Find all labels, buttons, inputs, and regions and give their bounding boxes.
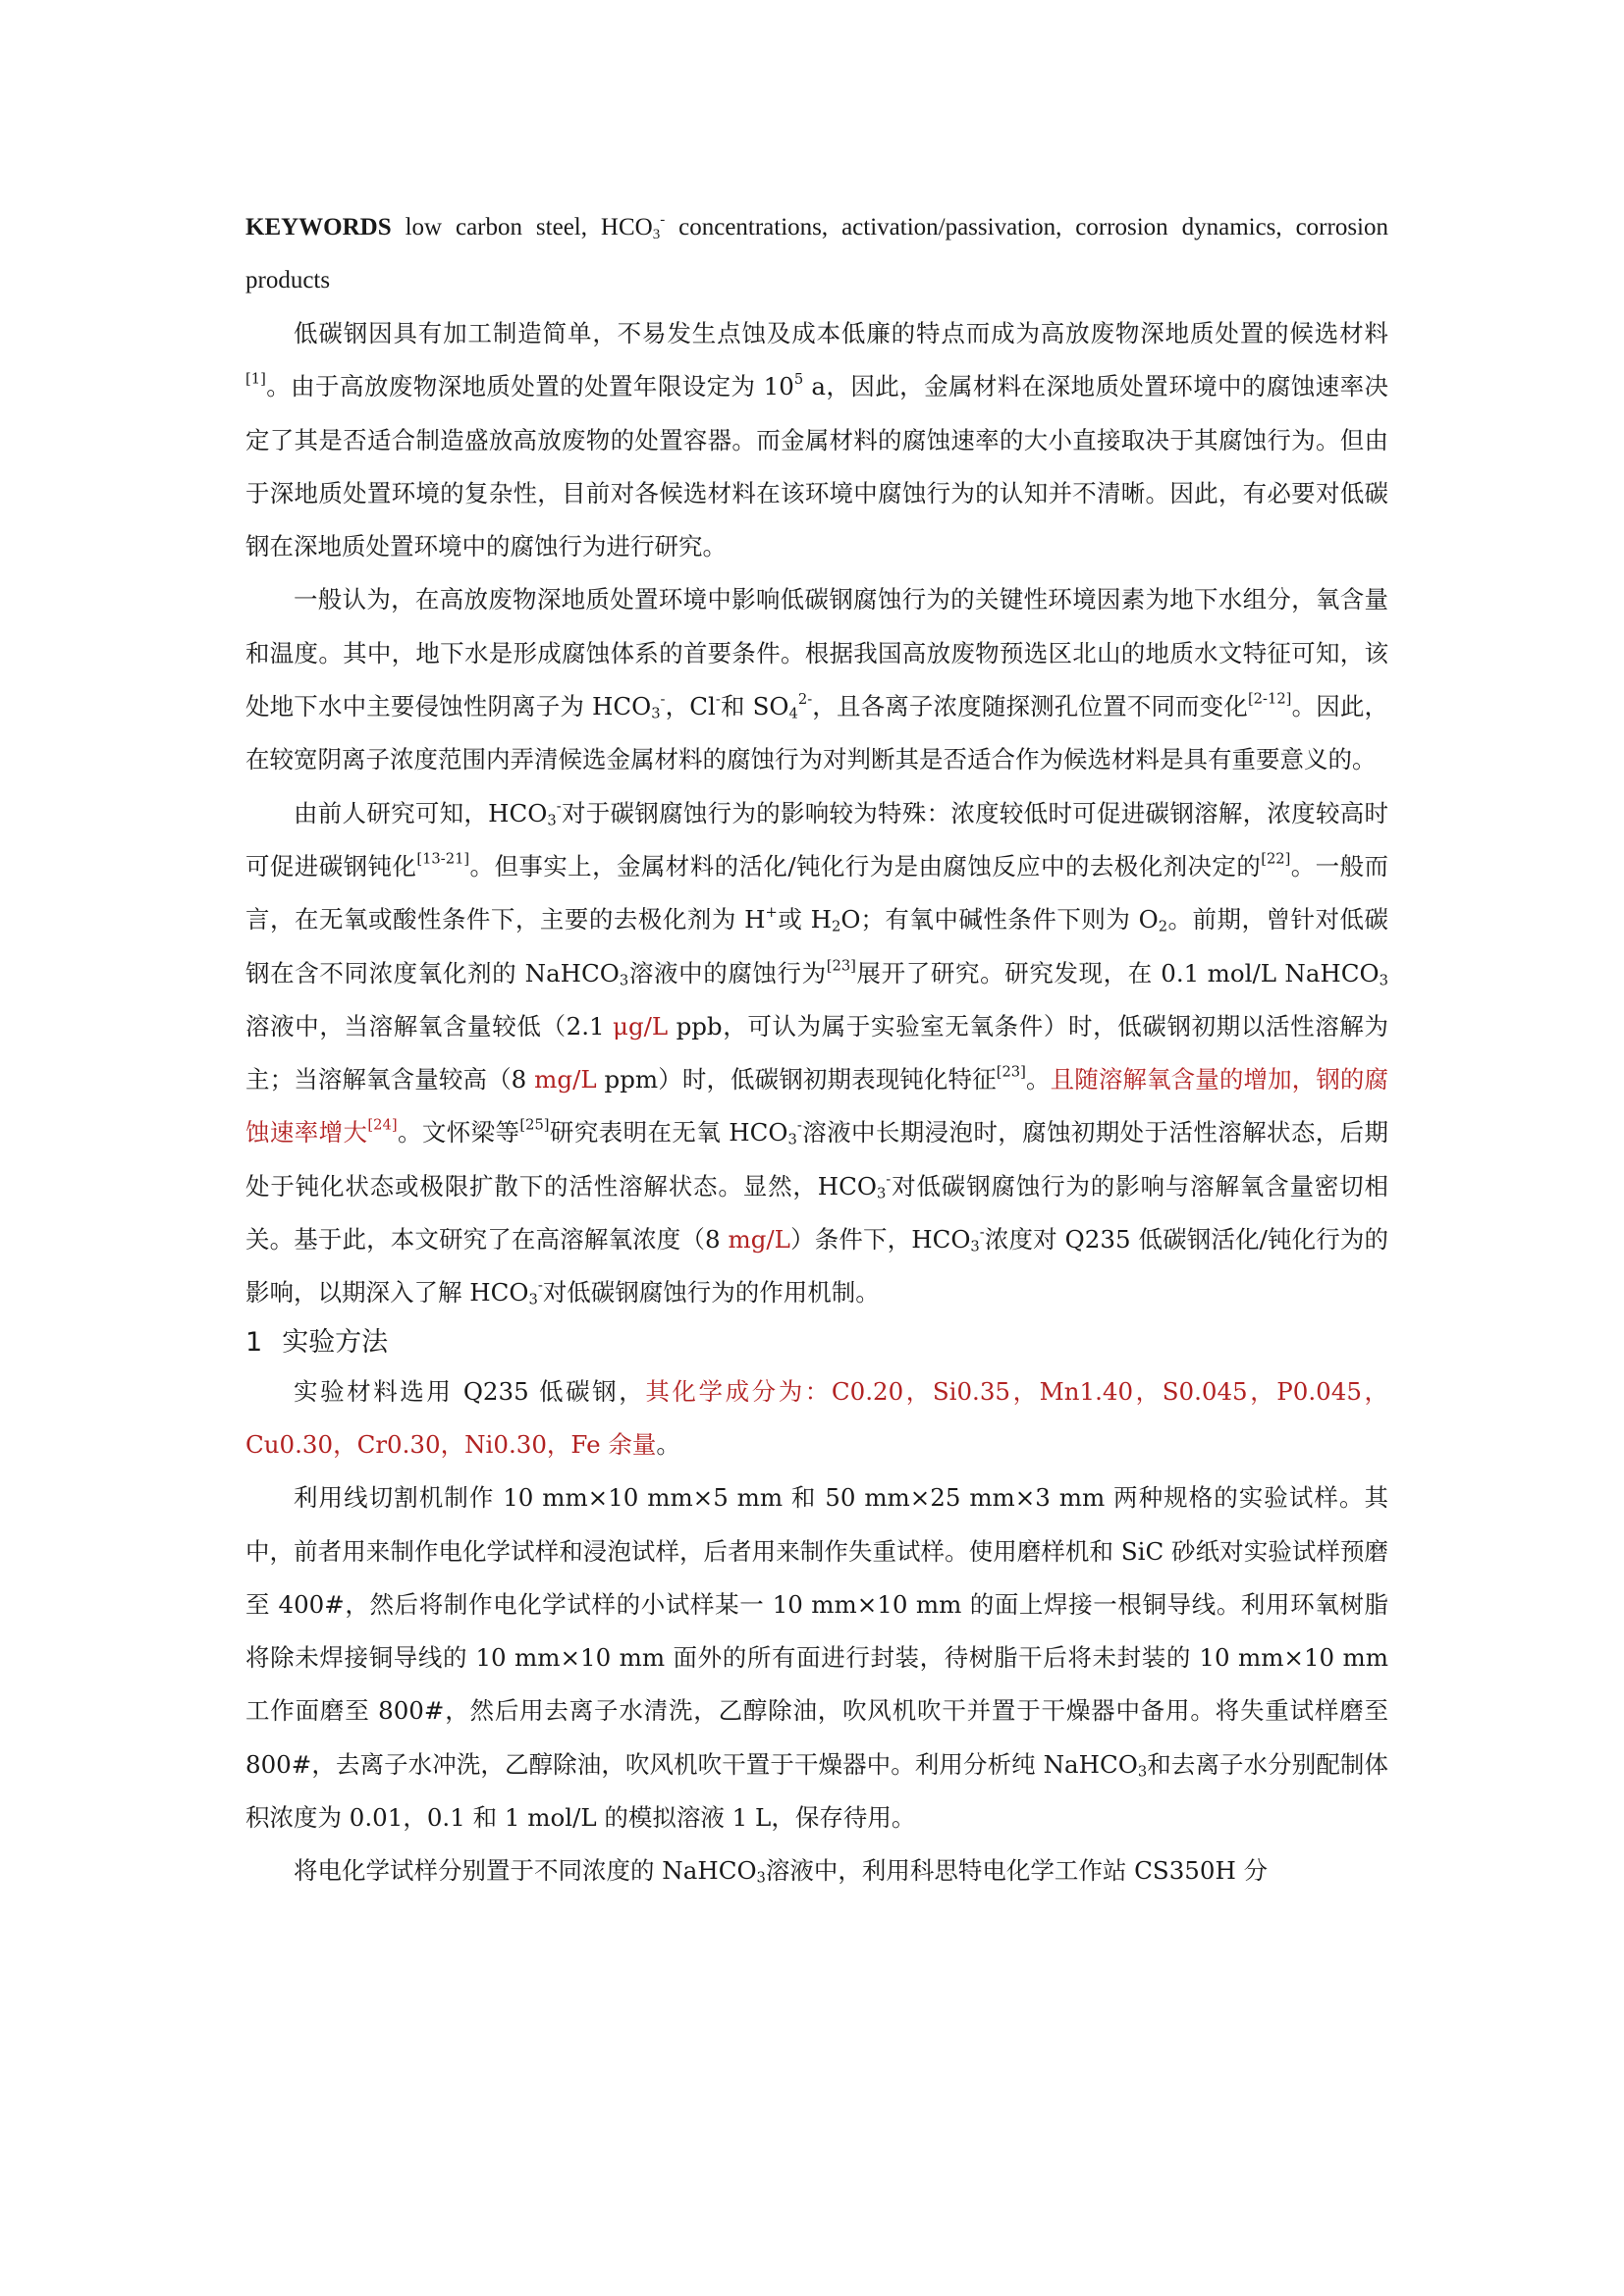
methods-paragraph-2: 利用线切割机制作 10 mm×10 mm×5 mm 和 50 mm×25 mm×3 mm 两种规格的实验试样。其中，前者用来制作电化学试样和浸泡试样，后者用来制作失重试样。使用磨样机和 SiC 砂纸对实验试样预磨至 400#，然后将制作电化学试样的小试样某一 10 mm×10 mm 的面上焊接一根铜导线。利用环氧树脂将除未焊接铜导线的 10 mm×10 mm 面外的所有面进行封装，待树脂干后将未封装的 10 mm×10 mm 工作面磨至 800#，然后用去离子水清洗，乙醇除油，吹风机吹干并置于干燥器中备用。将失重试样磨至 800#，去离子水冲洗，乙醇除油，吹风机吹干置于干燥器中。利用分析纯 NaHCO$_3$和去离子水分别配制体积浓度为 0.01，0.1 和 1 mol/L 的模拟溶液 1 L，保存待用。 xyxy=(245,1483,1388,1833)
paper-page xyxy=(245,201,1388,1898)
citation: [23] xyxy=(826,956,856,974)
citation: [2-12] xyxy=(1247,690,1292,708)
section-heading xyxy=(245,1320,1388,1365)
highlight: mg/L xyxy=(534,1065,597,1095)
highlight: 且随溶解氧含量的增加，钢的腐蚀速率增大 xyxy=(245,1065,1389,1148)
citation: [13-21] xyxy=(416,850,470,868)
section-title: 实验方法 xyxy=(282,1326,389,1358)
citation: [24] xyxy=(367,1116,398,1134)
section-number: 1 xyxy=(245,1326,263,1358)
intro-paragraph-1: 低碳钢因具有加工制造简单，不易发生点蚀及成本低廉的特点而成为高放废物深地质处置的候选材料[1]。由于高放废物深地质处置的处置年限设定为 $10^5$ a，因此，金属材料在深地质处置环境中的腐蚀速率决定了其是否适合制造盛放高放废物的处置容器。而金属材料的腐蚀速率的大小直接取决于其腐蚀行为。但由于深地质处置环境的复杂性，目前对各候选材料在该环境中腐蚀行为的认知并不清晰。因此，有必要对低碳钢在深地质处置环境中的腐蚀行为进行研究。 xyxy=(245,319,1388,561)
highlight: 其化学成分为：C0.20，Si0.35，Mn1.40，S0.045，P0.045，Cu0.30，Cr0.30，Ni0.30，Fe 余量 xyxy=(245,1376,1388,1459)
citation: [23] xyxy=(996,1063,1026,1081)
intro-paragraph-3: 由前人研究可知，$HCO_3^-$对于碳钢腐蚀行为的影响较为特殊：浓度较低时可促进碳钢溶解，浓度较高时可促进碳钢钝化[13-21]。但事实上，金属材料的活化/钝化行为是由腐蚀反应中的去极化剂决定的[22]。一般而言，在无氧或酸性条件下，主要的去极化剂为 H+或 $H_2O$；有氧中碱性条件下则为 $O_2$。前期，曾针对低碳钢在含不同浓度氧化剂的 NaHCO$_3$溶液中的腐蚀行为[23]展开了研究。研究发现，在 0.1 mol/L NaHCO$_3$溶液中，当溶解氧含量较低（2.1 μg/L ppb，可认为属于实验室无氧条件）时，低碳钢初期以活性溶解为主；当溶解氧含量较高（8 mg/L ppm）时，低碳钢初期表现钝化特征[23]。且随溶解氧含量的增加，钢的腐蚀速率增大[24]。文怀梁等[25]研究表明在无氧 $HCO_3^-$溶液中长期浸泡时，腐蚀初期处于活性溶解状态，后期处于钝化状态或极限扩散下的活性溶解状态。显然，$HCO_3^-$对低碳钢腐蚀行为的影响与溶解氧含量密切相关。基于此，本文研究了在高溶解氧浓度（8 mg/L）条件下，$HCO_3^-$浓度对 Q235 低碳钢活化/钝化行为的影响，以期深入了解 $HCO_3^-$对低碳钢腐蚀行为的作用机制。 xyxy=(245,797,1389,1309)
methods-paragraph-3: 将电化学试样分别置于不同浓度的 NaHCO$_3$溶液中，利用科思特电化学工作站 CS350H 分 xyxy=(294,1856,1269,1887)
methods-paragraph-1: 实验材料选用 Q235 低碳钢，其化学成分为：C0.20，Si0.35，Mn1.40，S0.045，P0.045，Cu0.30，Cr0.30，Ni0.30，Fe 余量。 xyxy=(245,1376,1388,1459)
keywords: KEYWORDS low carbon steel, $HCO_3^-$ concentrations, activation/passivation, corrosion dynamics, corrosion products xyxy=(245,211,1388,294)
intro-paragraph-2: 一般认为，在高放废物深地质处置环境中影响低碳钢腐蚀行为的关键性环境因素为地下水组分，氧含量和温度。其中，地下水是形成腐蚀体系的首要条件。根据我国高放废物预选区北山的地质水文特征可知，该处地下水中主要侵蚀性阴离子为 $HCO_3^-$，Cl-和 $SO_4^{2-}$，且各离子浓度随探测孔位置不同而变化[2-12]。因此，在较宽阴离子浓度范围内弄清候选金属材料的腐蚀行为对判断其是否适合作为候选材料是具有重要意义的。 xyxy=(245,585,1389,774)
highlight: mg/L xyxy=(728,1225,790,1255)
citation: [22] xyxy=(1261,850,1291,868)
citation: [25] xyxy=(519,1116,550,1134)
highlight: μg/L xyxy=(613,1011,669,1041)
citation: [1] xyxy=(245,370,266,388)
keywords-label: KEYWORDS xyxy=(245,214,392,240)
